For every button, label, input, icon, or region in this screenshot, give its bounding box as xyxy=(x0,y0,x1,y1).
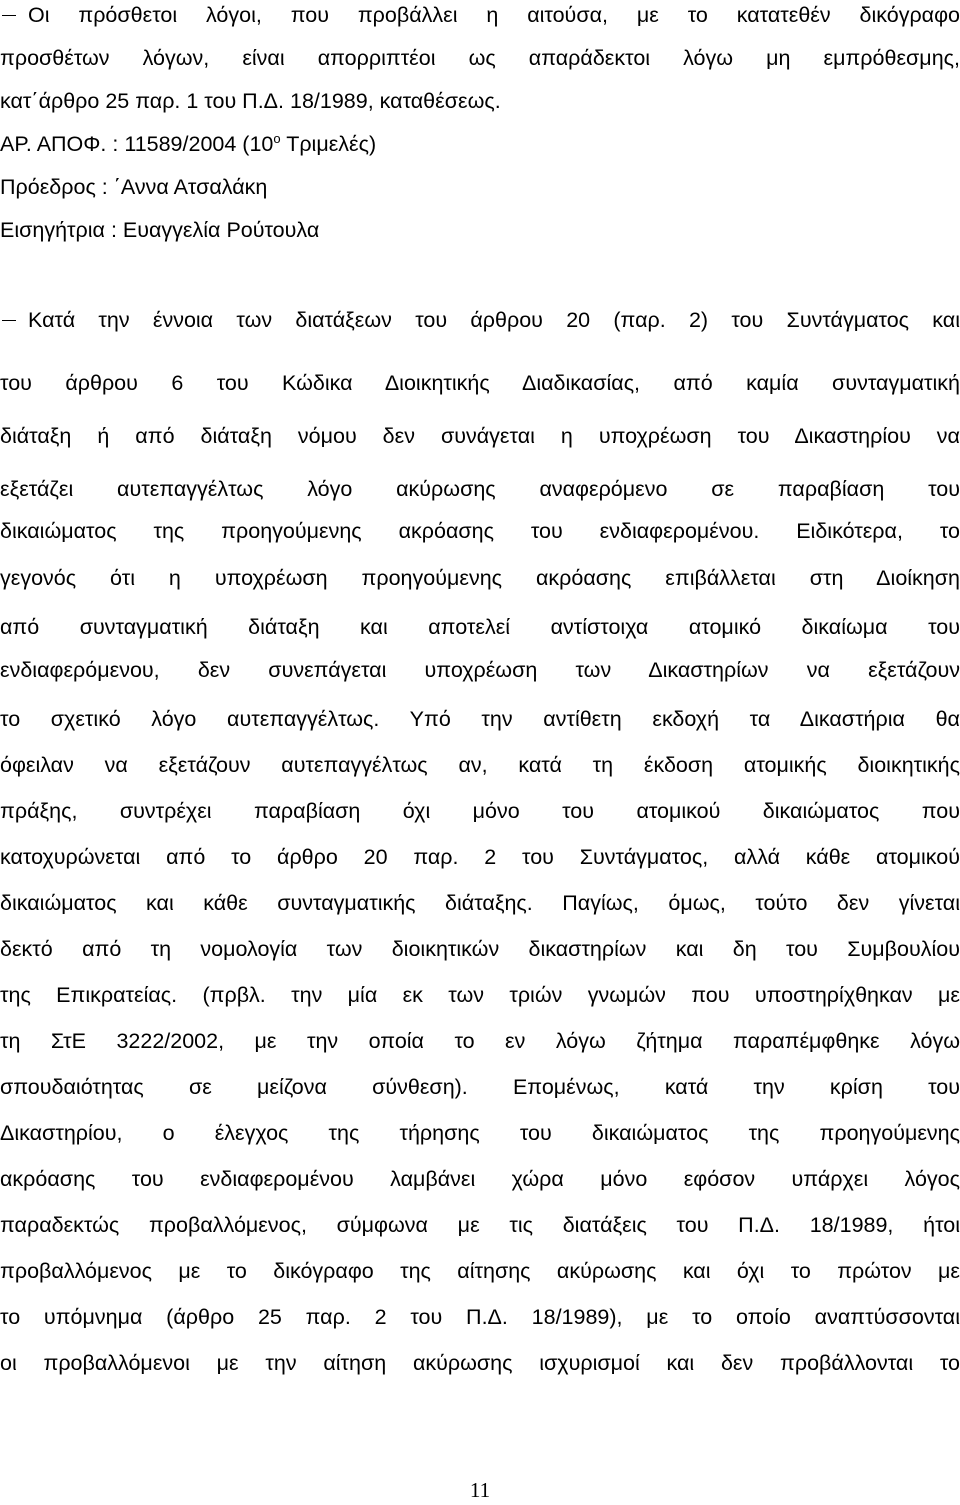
paragraph-line: γεγονός ότι η υποχρέωση προηγούμενης ακρόασης επιβάλλεται στη Διοίκηση xyxy=(0,566,960,590)
paragraph-line: το σχετικό λόγο αυτεπαγγέλτως. Υπό την αντίθετη εκδοχή τα Δικαστήρια θα xyxy=(0,707,960,731)
paragraph-line: τη ΣτΕ 3222/2002, με την οποία το εν λόγω ζήτημα παραπέμφθηκε λόγω xyxy=(0,1029,960,1053)
paragraph-line: ενδιαφερόμενου, δεν συνεπάγεται υποχρέωση των Δικαστηρίων να εξετάζουν xyxy=(0,658,960,682)
paragraph-line: της Επικρατείας. (πρβλ. την μία εκ των τριών γνωμών που υποστηρίχθηκαν με xyxy=(0,983,960,1007)
paragraph-line: πράξης, συντρέχει παραβίαση όχι μόνο του ατομικού δικαιώματος που xyxy=(0,799,960,823)
paragraph-line: όφειλαν να εξετάζουν αυτεπαγγέλτως αν, κατά τη έκδοση ατομικής διοικητικής xyxy=(0,753,960,777)
paragraph-line: παραδεκτώς προβαλλόμενος, σύμφωνα με τις διατάξεις του Π.Δ. 18/1989, ήτοι xyxy=(0,1213,960,1237)
dash-bullet-icon xyxy=(2,320,16,321)
paragraph-line: Οι πρόσθετοι λόγοι, που προβάλλει η αιτούσα, με το κατατεθέν δικόγραφο xyxy=(0,0,960,30)
paragraph-line: του άρθρου 6 του Κώδικα Διοικητικής Διαδικασίας, από καμία συνταγματική xyxy=(0,371,960,395)
paragraph-line: σπουδαιότητας σε μείζονα σύνθεση). Επομένως, κατά την κρίση του xyxy=(0,1075,960,1099)
paragraph-line: Κατά την έννοια των διατάξεων του άρθρου 20 (παρ. 2) του Συντάγματος και xyxy=(0,305,960,335)
paragraph-line: οι προβαλλόμενοι με την αίτηση ακύρωσης ισχυρισμοί και δεν προβάλλονται το xyxy=(0,1351,960,1375)
decision-number: ΑΡ. ΑΠΟΦ. : 11589/2004 ($10^o$ Τριμελές) xyxy=(0,131,377,156)
paragraph-line: δεκτό από τη νομολογία των διοικητικών δικαστηρίων και δη του Συμβουλίου xyxy=(0,937,960,961)
paragraph-line: διάταξη ή από διάταξη νόμου δεν συνάγεται η υποχρέωση του Δικαστηρίου να xyxy=(0,424,960,448)
paragraph-line: εξετάζει αυτεπαγγέλτως λόγο ακύρωσης αναφερόμενο σε παραβίαση του xyxy=(0,477,960,501)
paragraph-line: το υπόμνημα (άρθρο 25 παρ. 2 του Π.Δ. 18/1989), με το οποίο αναπτύσσονται xyxy=(0,1305,960,1329)
paragraph-line: κατ΄άρθρο 25 παρ. 1 του Π.Δ. 18/1989, καταθέσεως. xyxy=(0,89,501,113)
dash-bullet-icon xyxy=(2,15,16,16)
page-number: 11 xyxy=(469,1478,491,1502)
paragraph-line: δικαιώματος και κάθε συνταγματικής διάταξης. Παγίως, όμως, τούτο δεν γίνεται xyxy=(0,891,960,915)
paragraph-line: δικαιώματος της προηγούμενης ακρόασης του ενδιαφερομένου. Ειδικότερα, το xyxy=(0,519,960,543)
paragraph-line: από συνταγματική διάταξη και αποτελεί αντίστοιχα ατομικό δικαίωμα του xyxy=(0,615,960,639)
paragraph-line: ακρόασης του ενδιαφερομένου λαμβάνει χώρα μόνο εφόσον υπάρχει λόγος xyxy=(0,1167,960,1191)
paragraph-line: προσθέτων λόγων, είναι απορριπτέοι ως απαράδεκτοι λόγω μη εμπρόθεσμης, xyxy=(0,46,960,70)
paragraph-line: Δικαστηρίου, ο έλεγχος της τήρησης του δικαιώματος της προηγούμενης xyxy=(0,1121,960,1145)
paragraph-line: κατοχυρώνεται από το άρθρο 20 παρ. 2 του Συντάγματος, αλλά κάθε ατομικού xyxy=(0,845,960,869)
president-line: Πρόεδρος : ΄Αννα Ατσαλάκη xyxy=(0,175,268,199)
rapporteur-line: Εισηγήτρια : Ευαγγελία Ρούτουλα xyxy=(0,218,320,242)
paragraph-line: προβαλλόμενος με το δικόγραφο της αίτησης ακύρωσης και όχι το πρώτον με xyxy=(0,1259,960,1283)
